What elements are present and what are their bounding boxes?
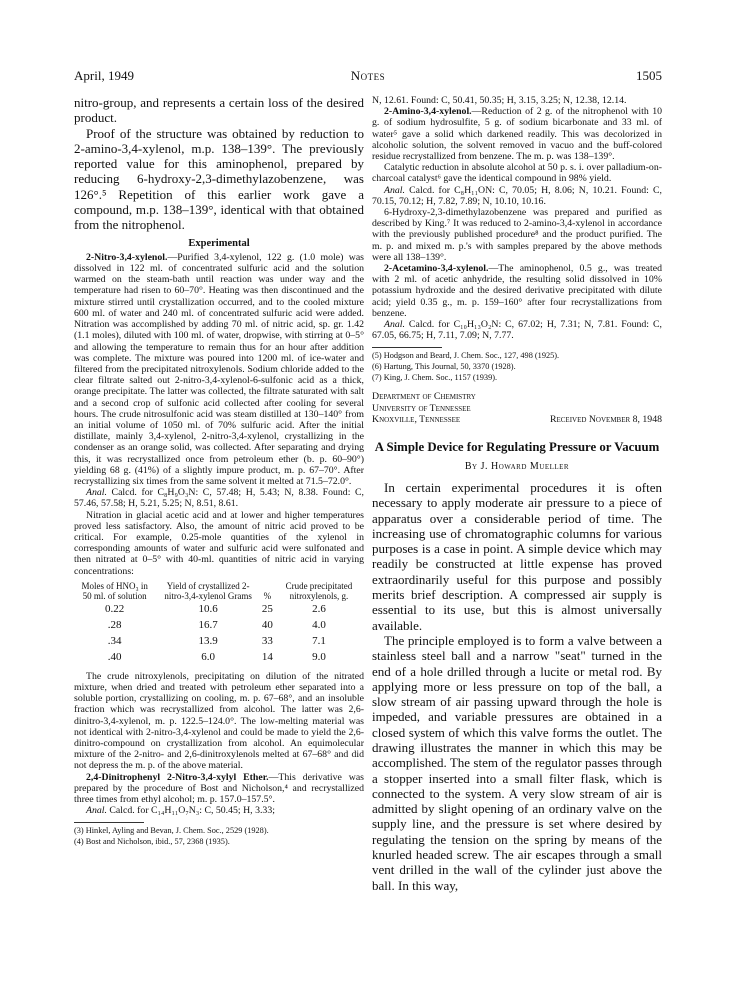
compound-label: 2-Acetamino-3,4-xylenol. (384, 263, 489, 275)
table-row: .40 6.0 14 9.0 (107, 650, 326, 663)
footnote: (7) King, J. Chem. Soc., 1157 (1939). (372, 372, 498, 382)
amino-xylenol-paragraph: 2-Amino-3,4-xylenol.—Reduction of 2 g. of the nitrophenol with 10 g. of sodium hydrosulfite, 5 g. of sodium bicarbonate and 33 ml. of water⁵ gave a solid which darkened readily. This was decolorized in alcoholic solution, the solvent removed in vacuo and the buff-colored residue recrystallized from benzene. The m. p. was 138–139°. (372, 106, 662, 163)
article-title: A Simple Device for Regulating Pressure or Vacuum (374, 439, 660, 454)
page-header (74, 68, 662, 86)
page-number: 1505 (636, 68, 662, 83)
body-paragraph: In certain experimental procedures it is often necessary to apply moderate air pressure to a piece of apparatus over a considerable period of time. The increasing use of chromatographic columns for various purposes is a case in point. A simple device which may readily be constructed at little expense has proved extraordinarily useful for this purpose and possibly merits brief description. A compressed air supply is essential to its use, but this is almost universally available. (372, 479, 662, 633)
footnote-divider (74, 822, 144, 823)
footnote: (6) Hartung, This Journal, 50, 3370 (1928). (372, 362, 516, 372)
analysis-paragraph: Anal. Calcd. for C₈H₁₁ON: C, 70.05; H, 8.06; N, 10.21. Found: C, 70.15, 70.12; H, 7.82, 7.89; N, 10.10, 10.16. (372, 184, 662, 207)
table-row: 0.22 10.6 25 2.6 (105, 602, 326, 615)
right-column (372, 95, 662, 893)
ether-paragraph: 2,4-Dinitrophenyl 2-Nitro-3,4-xylyl Ether.—This derivative was prepared by the procedure of Bost and Nicholson,⁴ and recrystallized three times from ethyl alcohol; m. p. 157.0–157.5°. (74, 771, 364, 805)
affiliation: Department of Chemistry University of Tennessee Knoxville, Tennessee Received November 8, 1948 (372, 391, 662, 426)
received-date: Received November 8, 1948 (549, 414, 662, 426)
table-header-row (74, 581, 364, 601)
hydroxy-paragraph: 6-Hydroxy-2,3-dimethylazobenzene was prepared and purified as described by King.⁷ It was reduced to 2-amino-3,4-xylenol in accordance with the previously published procedure⁸ and the product purified. The m. p. and mixed m. p.'s with samples prepared by the above methods were all 138–139°. (372, 207, 662, 263)
analysis-paragraph: Anal. Calcd. for C₈H₉O₃N: C, 57.48; H, 5.43; N, 8.38. Found: C, 57.46, 57.58; H, 5.21, 5.25; N, 8.51, 8.61. (74, 487, 364, 510)
compound-label: 2-Nitro-3,4-xylenol. (86, 251, 168, 263)
compound-label: 2,4-Dinitrophenyl 2-Nitro-3,4-xylyl Ether. (86, 771, 269, 783)
table-header: Moles of HNO₃ in 50 ml. of solution (81, 580, 148, 601)
crude-nitroxylenols-paragraph: The crude nitroxylenols, precipitating on dilution of the nitrated mixture, when dried and treated with petroleum ether separated into a soluble portion, crystallizing on cooling, m. p. 67–68°, and an insoluble fraction which was recrystallized from alcohol. The latter was 2,6-dinitro-3,4-xylenol, m. p. 122.5–124.0°. The low-melting material was not identical with 2-nitro-3,4-xylenol and could be made to yield the 2,6-dinitro-compound on crystallization from alcohol. An equimolecular mixture of the 2-nitro- and 2,6-dinitroxylenols melted at 67–68° and did not depress the m. p. of the above material. (74, 670, 364, 772)
intro-paragraph: Proof of the structure was obtained by reduction to 2-amino-3,4-xylenol, m.p. 138–139°. The previously reported value for this aminophenol, prepared by reducing 6-hydroxy-2,3-dimethylazobenzene, was 126°.⁵ Repetition of this earlier work gave a compound, m.p. 138–139°, identical with that obtained from the nitrophenol. (74, 125, 364, 233)
catalytic-paragraph: Catalytic reduction in absolute alcohol at 50 p. s. i. over palladium-on-charcoal catalyst⁶ gave the identical compound in 98% yield. (372, 162, 662, 185)
analysis-paragraph: Anal. Calcd. for C₁₄H₁₁O₇N₃: C, 50.45; H, 3.33; (86, 805, 275, 817)
intro-paragraph: nitro-group, and represents a certain loss of the desired product. (74, 95, 364, 126)
body-paragraph: The principle employed is to form a valve between a stainless steel ball and a narrow "seat" turned in the end of a hole drilled through a lucite or metal rod. By applying more or less pressure on top of the ball, a slow stream of air passing upward through the hole is impeded, and variable pressures are obtained in a closed system of which this valve forms the outlet. The drawing illustrates the manner in which this may be accomplished. The stem of the regulator passes through a stopper inserted into a small filter flask, which is connected to the system. A very slow stream of air is admitted by slight opening of an ordinary valve on the supply line, and the pressure is set where desired by regulating the tension on the spring by means of the knurled headed screw. The air escapes through a small vent drilled in the wall of the cylinder just above the ball. In this way, (372, 632, 662, 893)
table-header: Crude precipitated nitroxylenols, g. (285, 580, 353, 601)
footnote-divider (372, 347, 442, 348)
acetamino-paragraph: 2-Acetamino-3,4-xylenol.—The aminophenol, 0.5 g., was treated with 2 ml. of acetic anhydride, the resulting solid dissolved in 10% potassium hydroxide and the desired derivative precipitated with dilute acid; yield 0.35 g., m. p. 159–160° after four recrystallizations from benzene. (372, 263, 662, 319)
nitration-paragraph: Nitration in glacial acetic acid and at lower and higher temperatures proved less satisfactory. Also, the amount of nitric acid proved to be critical. For example, 0.25-mole quantities of the xylenol in corresponding amounts of water and sulfuric acid were sulfonated and then nitrated at 0–5° with 40-ml. quantities of nitric acid in varying concentrations: (74, 509, 364, 577)
table-row: .34 13.9 33 7.1 (107, 634, 326, 647)
nitro-xylenol-paragraph: 2-Nitro-3,4-xylenol.—Purified 3,4-xylenol, 122 g. (1.0 mole) was dissolved in 122 ml. of concentrated sulfuric acid and the solution warmed on the steam-bath until reaction was under way and the temperature had risen to 60–70°. Heating was then discontinued and the mixture stirred until crystallization occurred, and to the cooled mixture 600 ml. of water and 240 ml. of concentrated sulfuric acid were added. Nitration was accomplished by adding 70 ml. of nitric acid, sp. gr. 1.42 (1.1 moles), diluted with 100 ml. of water, dropwise, with stirring at 0–5° and allowing the temperature to remain thus for an hour after addition was complete. The mixture was poured into 1200 ml. of ice-water and filtered from the precipitated nitroxylenols. Sodium chloride added to the clear filtrate salted out 2-nitro-3,4-xylenol-6-sulfonic acid as a thick, orange precipitate. The latter was collected, the filtrate saturated with salt and a second crop of sulfonic acid collected after cooling for several hours. The crude nitrosulfonic acid was steam distilled at 130–140° from an initial volume of 1050 ml. of 70% sulfuric acid. After the initial distillate, mainly 3,4-xylenol, 2-nitro-3,4-xylenol, crystallizing in the condenser as an orange solid, was collected. After separating and drying this, it was recrystallized once from petroleum ether (b. p. 60–90°) yielding 68 g. (41%) of a slightly impure product, m. p. 67–70°. After recrystallizing six times from the same solvent it melted at 71.5–72.0°. (74, 251, 364, 487)
intro-text (74, 95, 364, 233)
table-header: Yield of crystallized 2-nitro-3,4-xylenol Grams (164, 580, 252, 601)
table-header: % (263, 590, 272, 601)
table-row: .28 16.7 40 4.0 (107, 618, 326, 631)
experimental-heading: Experimental (188, 237, 250, 249)
continued-analysis: N, 12.61. Found: C, 50.41, 50.35; H, 3.15, 3.25; N, 12.38, 12.14. (372, 95, 627, 106)
header-section: Notes (350, 68, 386, 83)
article-body (372, 480, 662, 893)
compound-label: 2-Amino-3,4-xylenol. (384, 106, 472, 118)
yield-table (74, 581, 364, 665)
footnote: (4) Bost and Nicholson, ibid., 57, 2368 (1935). (74, 837, 230, 846)
left-column (74, 95, 364, 848)
header-date: April, 1949 (74, 68, 134, 83)
author-byline: By J. Howard Mueller (464, 460, 570, 472)
footnote: (3) Hinkel, Ayling and Bevan, J. Chem. Soc., 2529 (1928). (74, 826, 269, 836)
footnote: (5) Hodgson and Beard, J. Chem. Soc., 127, 498 (1925). (372, 351, 560, 361)
analysis-paragraph: Anal. Calcd. for C₁₀H₁₃O₂N: C, 67.02; H, 7.31; N, 7.81. Found: C, 67.05, 66.75; H, 7.11, 7.09; N, 7.77. (372, 319, 662, 342)
